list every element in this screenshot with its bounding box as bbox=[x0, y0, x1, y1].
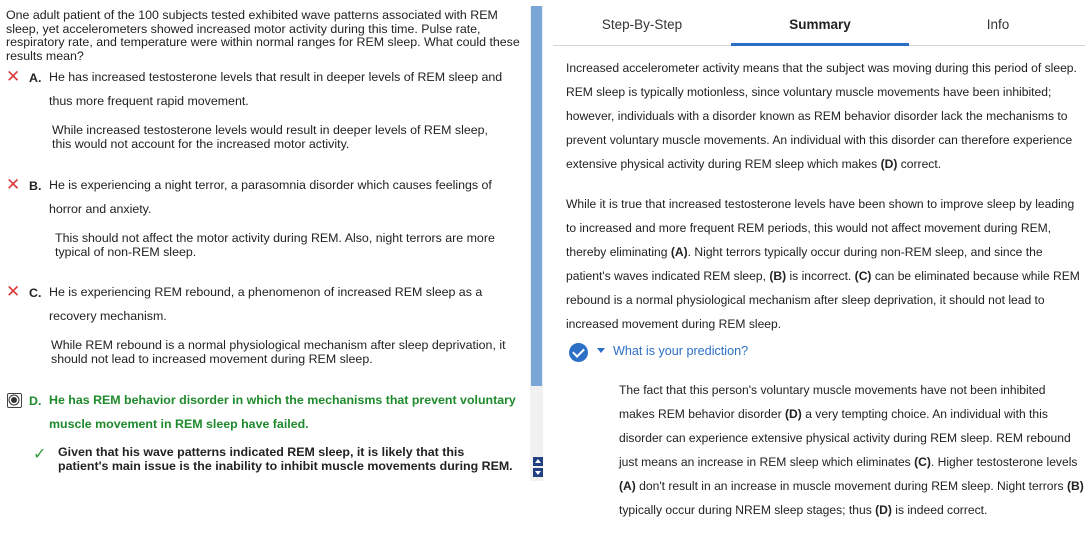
tab-summary[interactable]: Summary bbox=[789, 17, 851, 32]
x-icon: ✕ bbox=[6, 175, 21, 194]
caret-down-icon[interactable] bbox=[597, 348, 605, 353]
option-letter: D. bbox=[29, 394, 42, 408]
check-circle-icon bbox=[569, 343, 588, 362]
x-icon: ✕ bbox=[6, 282, 21, 301]
option-text: He has REM behavior disorder in which the mechanisms that prevent voluntary muscle movement in REM sleep have failed. bbox=[49, 393, 516, 431]
prediction-toggle[interactable] bbox=[569, 341, 869, 363]
option-text: He is experiencing a night terror, a parasomnia disorder which causes feelings of horror and anxiety. bbox=[49, 178, 492, 216]
prediction-paragraph: The fact that this person's voluntary muscle movements have not been inhibited makes REM behavior disorder (D) a very tempting choice. An individual with this disorder can experience extensive physical activity during REM sleep. REM rebound just means an increase in REM sleep which eliminates (C). Higher testosterone levels (A) don't result in an increase in muscle movement during REM sleep. Night terrors (B) typically occur during NREM sleep stages; thus (D) is indeed correct. bbox=[619, 383, 1084, 517]
option-explanation: Given that his wave patterns indicated REM sleep, it is likely that this patient's main issue is the inability to inhibit muscle movements during REM. bbox=[58, 445, 513, 473]
radio-selected-icon[interactable] bbox=[6, 392, 22, 408]
tab-step-by-step[interactable]: Step-By-Step bbox=[601, 17, 683, 32]
option-text: He has increased testosterone levels that result in deeper levels of REM sleep and thus more frequent rapid movement. bbox=[49, 70, 503, 108]
summary-paragraph-2: While it is true that increased testosterone levels have been shown to improve sleep by leading to increased and more frequent REM periods, this would not affect movement during REM, thereby eliminating (A). Night terrors typically occur during non-REM sleep, and since the patient's waves indicated REM sleep, (B) is incorrect. (C) can be eliminated because while REM rebound is a normal physiological mechanism after sleep deprivation, it should not lead to increased movement during REM sleep. bbox=[566, 197, 1080, 331]
prediction-label[interactable]: What is your prediction? bbox=[613, 344, 749, 358]
option-explanation: While increased testosterone levels would result in deeper levels of REM sleep, this would not account for the increased motor activity. bbox=[52, 123, 488, 151]
question-text: One adult patient of the 100 subjects tested exhibited wave patterns associated with REM sleep, yet accelerometers showed increased motor activity during this time. Pulse rate, respiratory rate, and temperature were within normal ranges for REM sleep. What could these results mean? bbox=[6, 8, 520, 63]
explanation-pane bbox=[553, 0, 1091, 542]
x-icon: ✕ bbox=[6, 67, 21, 86]
option-letter: B. bbox=[29, 179, 42, 193]
check-icon: ✓ bbox=[33, 446, 47, 463]
scroll-up-arrow-icon[interactable] bbox=[533, 457, 543, 466]
tab-info[interactable]: Info bbox=[986, 17, 1010, 32]
option-letter: A. bbox=[29, 71, 42, 85]
tab-bar bbox=[553, 0, 1085, 46]
option-explanation: This should not affect the motor activity during REM. Also, night terrors are more typical of non-REM sleep. bbox=[55, 231, 495, 259]
scrollbar[interactable] bbox=[530, 6, 543, 481]
question-pane bbox=[0, 0, 530, 542]
scroll-down-arrow-icon[interactable] bbox=[533, 468, 543, 477]
summary-paragraph-1: Increased accelerometer activity means that the subject was moving during this period of sleep. REM sleep is typically motionless, since voluntary muscle movements have been inhibited; however, individuals with a disorder known as REM behavior disorder lack the mechanisms to prevent voluntary muscle movements. An individual with this disorder can therefore experience extensive physical activity during REM sleep which makes (D) correct. bbox=[566, 61, 1077, 171]
scrollbar-thumb[interactable] bbox=[531, 6, 542, 386]
option-letter: C. bbox=[29, 286, 42, 300]
active-tab-indicator bbox=[731, 43, 909, 46]
option-explanation: While REM rebound is a normal physiological mechanism after sleep deprivation, it should not lead to increased movement during REM sleep. bbox=[51, 338, 506, 366]
option-text: He is experiencing REM rebound, a phenomenon of increased REM sleep as a recovery mechanism. bbox=[49, 285, 483, 323]
